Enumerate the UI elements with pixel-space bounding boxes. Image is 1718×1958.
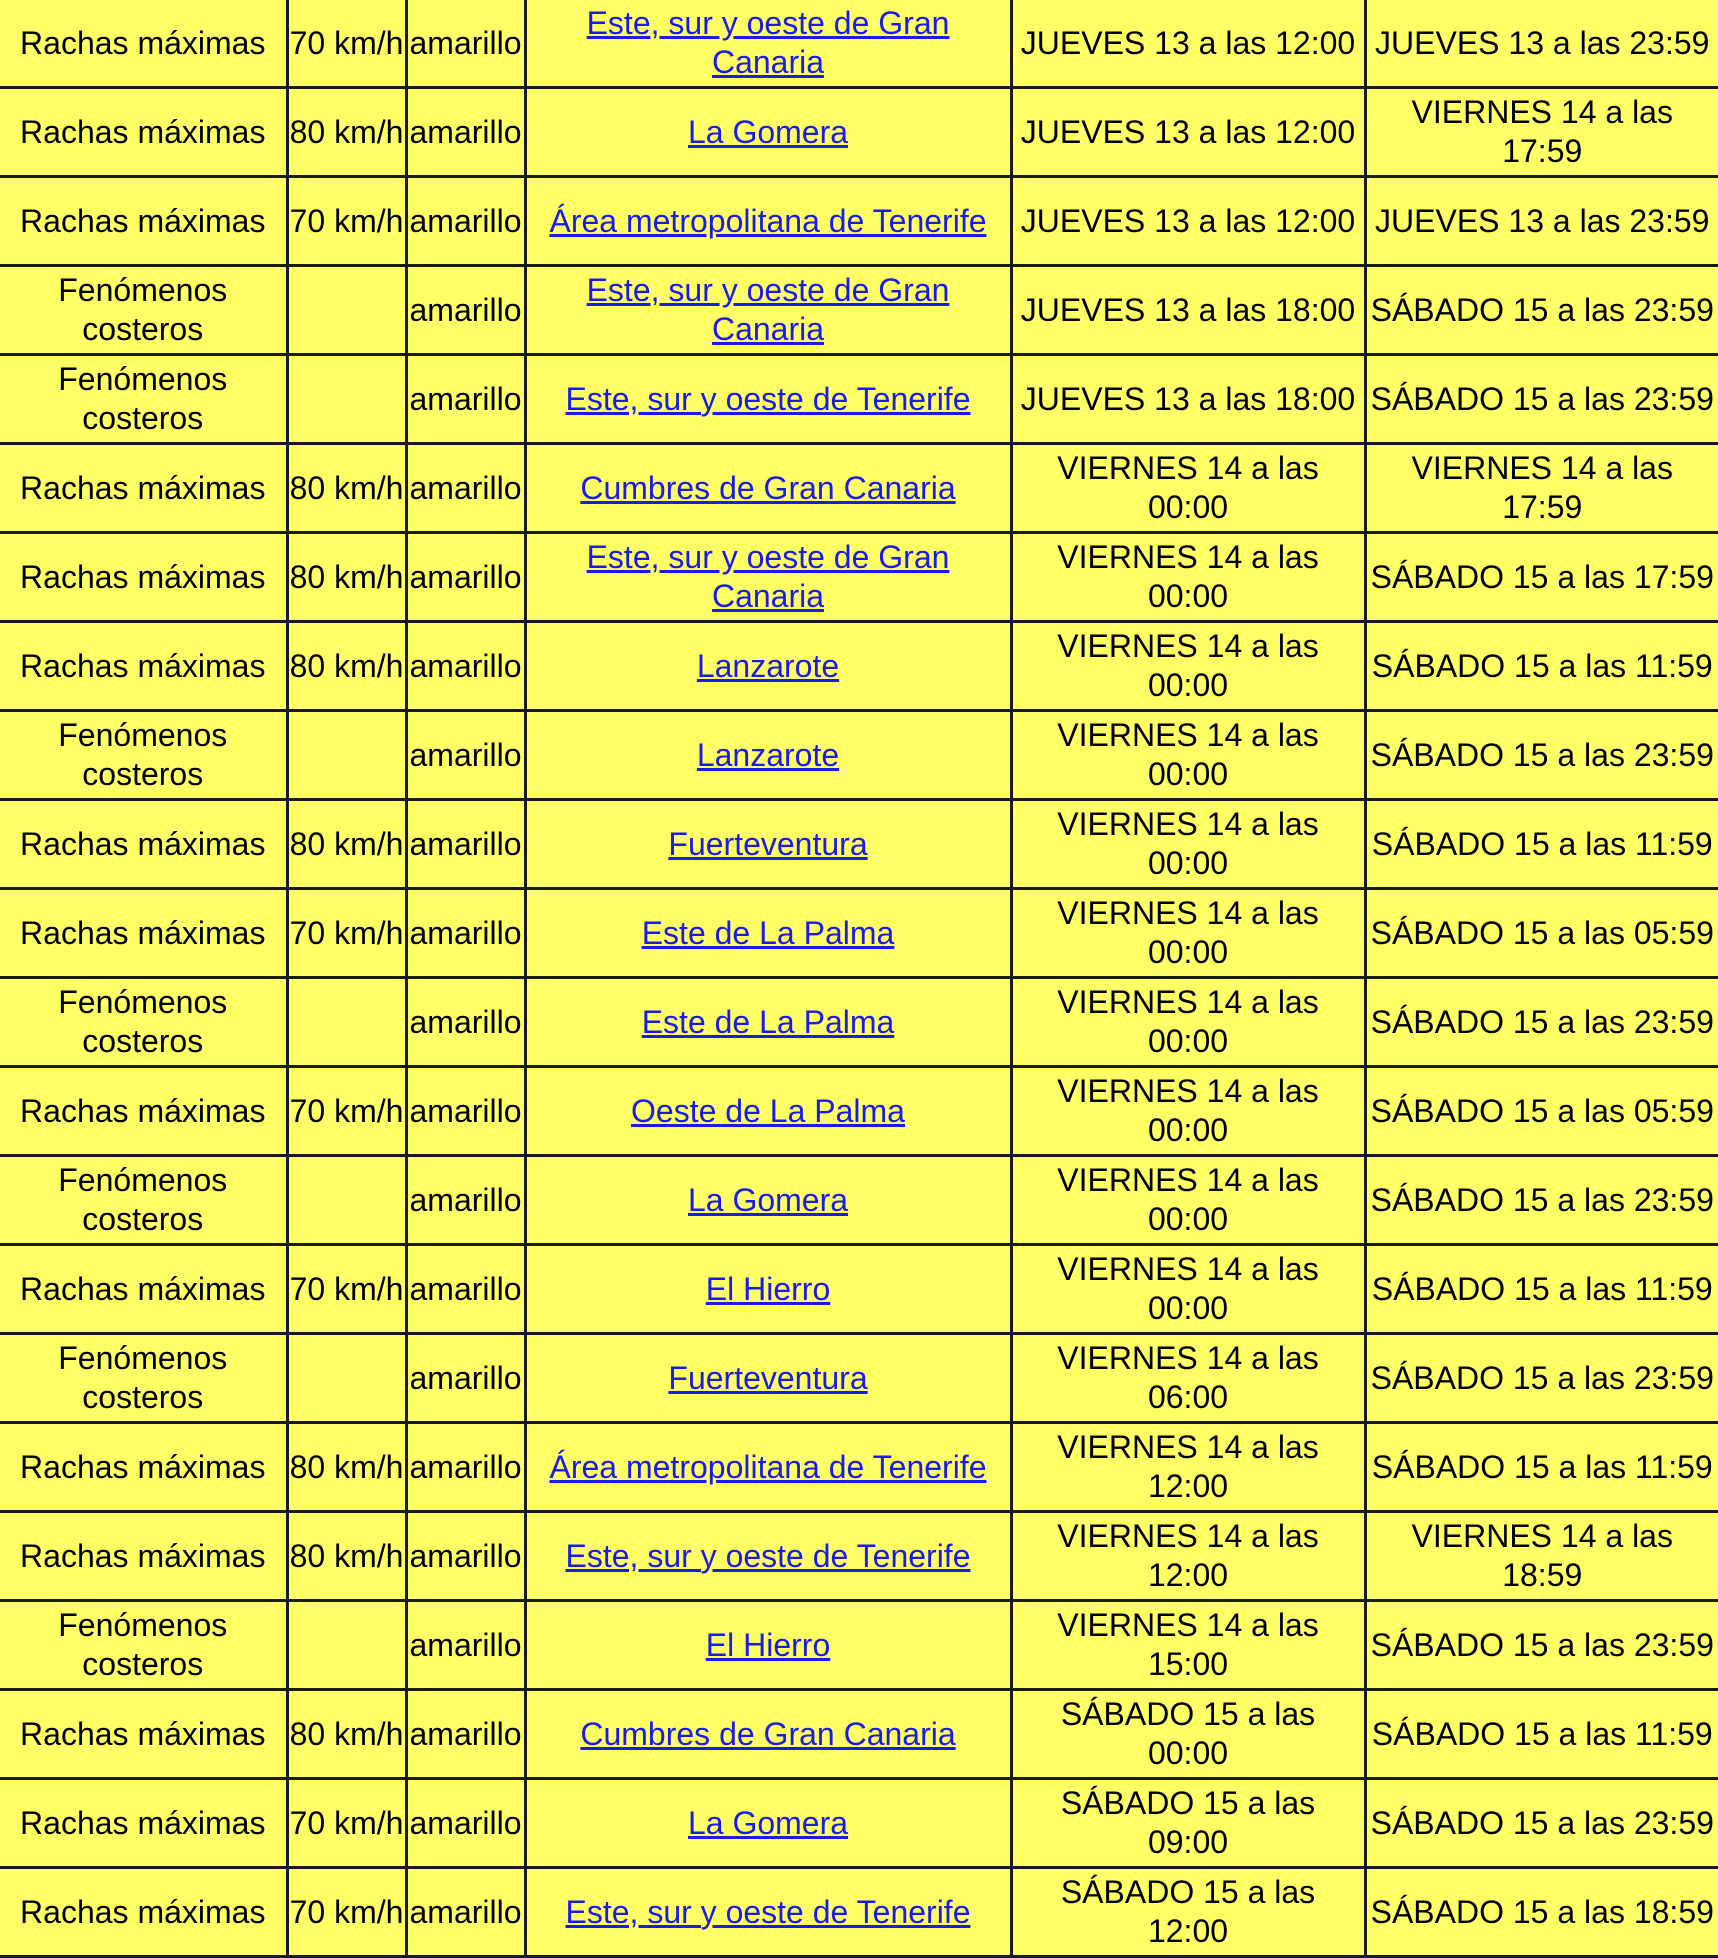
zone-cell [525, 1690, 1011, 1779]
phenomenon-cell: Rachas máximas [0, 1512, 287, 1601]
end-cell: VIERNES 14 a las 18:59 [1365, 1512, 1718, 1601]
value-cell: 80 km/h [287, 800, 406, 889]
end-cell: SÁBADO 15 a las 18:59 [1365, 1868, 1718, 1957]
value-cell [287, 711, 406, 800]
level-cell: amarillo [406, 1245, 525, 1334]
zone-link[interactable]: La Gomera [687, 1804, 849, 1841]
value-cell: 80 km/h [287, 444, 406, 533]
end-cell: SÁBADO 15 a las 23:59 [1365, 711, 1718, 800]
zone-link[interactable]: Lanzarote [696, 647, 840, 684]
value-cell [287, 1334, 406, 1423]
start-cell: VIERNES 14 a las 00:00 [1011, 800, 1365, 889]
value-cell [287, 266, 406, 355]
table-row [0, 1512, 1718, 1601]
zone-cell [525, 1512, 1011, 1601]
start-cell: VIERNES 14 a las 12:00 [1011, 1512, 1365, 1601]
value-cell: 80 km/h [287, 1512, 406, 1601]
zone-cell [525, 444, 1011, 533]
start-cell: VIERNES 14 a las 00:00 [1011, 444, 1365, 533]
zone-link[interactable]: Este de La Palma [641, 914, 895, 951]
zone-cell [525, 800, 1011, 889]
table-row [0, 355, 1718, 444]
zone-link[interactable]: La Gomera [687, 1181, 849, 1218]
end-cell: SÁBADO 15 a las 23:59 [1365, 1601, 1718, 1690]
start-cell: VIERNES 14 a las 00:00 [1011, 533, 1365, 622]
zone-link[interactable]: La Gomera [687, 113, 849, 150]
phenomenon-cell: Rachas máximas [0, 177, 287, 266]
end-cell: SÁBADO 15 a las 23:59 [1365, 266, 1718, 355]
start-cell: VIERNES 14 a las 12:00 [1011, 1423, 1365, 1512]
level-cell: amarillo [406, 1423, 525, 1512]
level-cell: amarillo [406, 1067, 525, 1156]
zone-link[interactable]: Este, sur y oeste de Gran Canaria [586, 539, 950, 614]
end-cell: SÁBADO 15 a las 11:59 [1365, 1423, 1718, 1512]
value-cell: 70 km/h [287, 1868, 406, 1957]
phenomenon-cell: Fenómenos costeros [0, 711, 287, 800]
table-row [0, 444, 1718, 533]
zone-cell [525, 622, 1011, 711]
level-cell: amarillo [406, 266, 525, 355]
start-cell: VIERNES 14 a las 00:00 [1011, 711, 1365, 800]
zone-cell [525, 711, 1011, 800]
end-cell: SÁBADO 15 a las 23:59 [1365, 1334, 1718, 1423]
value-cell [287, 1156, 406, 1245]
zone-link[interactable]: Cumbres de Gran Canaria [580, 1715, 956, 1752]
zone-cell [525, 889, 1011, 978]
phenomenon-cell: Fenómenos costeros [0, 978, 287, 1067]
table-row [0, 978, 1718, 1067]
zone-cell [525, 1423, 1011, 1512]
phenomenon-cell: Rachas máximas [0, 533, 287, 622]
level-cell: amarillo [406, 1868, 525, 1957]
table-row [0, 1334, 1718, 1423]
zone-link[interactable]: El Hierro [705, 1626, 831, 1663]
start-cell: JUEVES 13 a las 12:00 [1011, 177, 1365, 266]
zone-cell [525, 1601, 1011, 1690]
zone-link[interactable]: Área metropolitana de Tenerife [549, 1448, 987, 1485]
phenomenon-cell: Fenómenos costeros [0, 266, 287, 355]
end-cell: SÁBADO 15 a las 23:59 [1365, 1779, 1718, 1868]
start-cell: VIERNES 14 a las 00:00 [1011, 1156, 1365, 1245]
phenomenon-cell: Rachas máximas [0, 1690, 287, 1779]
level-cell: amarillo [406, 711, 525, 800]
start-cell: JUEVES 13 a las 12:00 [1011, 0, 1365, 88]
level-cell: amarillo [406, 177, 525, 266]
start-cell: VIERNES 14 a las 00:00 [1011, 978, 1365, 1067]
level-cell: amarillo [406, 889, 525, 978]
zone-link[interactable]: Este, sur y oeste de Tenerife [565, 1893, 971, 1930]
end-cell: JUEVES 13 a las 23:59 [1365, 177, 1718, 266]
level-cell: amarillo [406, 1334, 525, 1423]
end-cell: SÁBADO 15 a las 11:59 [1365, 1245, 1718, 1334]
zone-link[interactable]: Este, sur y oeste de Tenerife [565, 1537, 971, 1574]
level-cell: amarillo [406, 978, 525, 1067]
level-cell: amarillo [406, 1601, 525, 1690]
start-cell: VIERNES 14 a las 00:00 [1011, 1067, 1365, 1156]
level-cell: amarillo [406, 800, 525, 889]
zone-cell [525, 266, 1011, 355]
start-cell: VIERNES 14 a las 06:00 [1011, 1334, 1365, 1423]
phenomenon-cell: Rachas máximas [0, 800, 287, 889]
phenomenon-cell: Rachas máximas [0, 88, 287, 177]
value-cell: 70 km/h [287, 0, 406, 88]
table-row [0, 266, 1718, 355]
value-cell [287, 1601, 406, 1690]
phenomenon-cell: Rachas máximas [0, 889, 287, 978]
start-cell: SÁBADO 15 a las 09:00 [1011, 1779, 1365, 1868]
value-cell: 80 km/h [287, 622, 406, 711]
level-cell: amarillo [406, 0, 525, 88]
table-row [0, 1779, 1718, 1868]
level-cell: amarillo [406, 1779, 525, 1868]
table-row [0, 177, 1718, 266]
phenomenon-cell: Fenómenos costeros [0, 1156, 287, 1245]
zone-link[interactable]: Cumbres de Gran Canaria [580, 469, 956, 506]
phenomenon-cell: Fenómenos costeros [0, 355, 287, 444]
level-cell: amarillo [406, 533, 525, 622]
level-cell: amarillo [406, 88, 525, 177]
phenomenon-cell: Rachas máximas [0, 1067, 287, 1156]
end-cell: SÁBADO 15 a las 11:59 [1365, 1690, 1718, 1779]
zone-link[interactable]: Oeste de La Palma [631, 1092, 905, 1129]
table-row [0, 1156, 1718, 1245]
phenomenon-cell: Rachas máximas [0, 1423, 287, 1512]
end-cell: SÁBADO 15 a las 05:59 [1365, 889, 1718, 978]
phenomenon-cell: Rachas máximas [0, 0, 287, 88]
zone-cell [525, 1868, 1011, 1957]
zone-cell [525, 1779, 1011, 1868]
start-cell: JUEVES 13 a las 18:00 [1011, 266, 1365, 355]
zone-cell [525, 0, 1011, 88]
zone-cell [525, 355, 1011, 444]
value-cell: 70 km/h [287, 1067, 406, 1156]
table-row [0, 1067, 1718, 1156]
table-row [0, 711, 1718, 800]
value-cell [287, 978, 406, 1067]
end-cell: VIERNES 14 a las 17:59 [1365, 88, 1718, 177]
phenomenon-cell: Fenómenos costeros [0, 1601, 287, 1690]
table-row [0, 88, 1718, 177]
value-cell: 80 km/h [287, 1423, 406, 1512]
zone-link[interactable]: Este, sur y oeste de Gran Canaria [586, 5, 950, 80]
zone-link[interactable]: Lanzarote [696, 736, 840, 773]
level-cell: amarillo [406, 355, 525, 444]
start-cell: VIERNES 14 a las 00:00 [1011, 1245, 1365, 1334]
start-cell: VIERNES 14 a las 15:00 [1011, 1601, 1365, 1690]
zone-link[interactable]: Este, sur y oeste de Tenerife [565, 380, 971, 417]
value-cell: 70 km/h [287, 1245, 406, 1334]
end-cell: VIERNES 14 a las 17:59 [1365, 444, 1718, 533]
end-cell: SÁBADO 15 a las 23:59 [1365, 1156, 1718, 1245]
zone-link[interactable]: Este de La Palma [641, 1003, 895, 1040]
zone-cell [525, 1334, 1011, 1423]
zone-cell [525, 1067, 1011, 1156]
level-cell: amarillo [406, 1512, 525, 1601]
value-cell: 70 km/h [287, 889, 406, 978]
zone-link[interactable]: Fuerteventura [668, 825, 868, 862]
level-cell: amarillo [406, 1156, 525, 1245]
value-cell [287, 355, 406, 444]
table-row [0, 1868, 1718, 1957]
table-row [0, 1601, 1718, 1690]
zone-cell [525, 177, 1011, 266]
table-row [0, 533, 1718, 622]
end-cell: SÁBADO 15 a las 11:59 [1365, 800, 1718, 889]
value-cell: 70 km/h [287, 177, 406, 266]
phenomenon-cell: Rachas máximas [0, 444, 287, 533]
table-row [0, 0, 1718, 88]
value-cell: 80 km/h [287, 1690, 406, 1779]
start-cell: VIERNES 14 a las 00:00 [1011, 622, 1365, 711]
table-row [0, 889, 1718, 978]
end-cell: JUEVES 13 a las 23:59 [1365, 0, 1718, 88]
value-cell: 70 km/h [287, 1779, 406, 1868]
phenomenon-cell: Rachas máximas [0, 622, 287, 711]
table-row [0, 1245, 1718, 1334]
phenomenon-cell: Fenómenos costeros [0, 1334, 287, 1423]
value-cell: 80 km/h [287, 88, 406, 177]
zone-cell [525, 1156, 1011, 1245]
level-cell: amarillo [406, 444, 525, 533]
table-row [0, 1690, 1718, 1779]
table-row [0, 622, 1718, 711]
end-cell: SÁBADO 15 a las 17:59 [1365, 533, 1718, 622]
phenomenon-cell: Rachas máximas [0, 1779, 287, 1868]
zone-cell [525, 1245, 1011, 1334]
end-cell: SÁBADO 15 a las 23:59 [1365, 978, 1718, 1067]
level-cell: amarillo [406, 622, 525, 711]
table-row [0, 1423, 1718, 1512]
table-row [0, 800, 1718, 889]
zone-link[interactable]: El Hierro [705, 1270, 831, 1307]
end-cell: SÁBADO 15 a las 23:59 [1365, 355, 1718, 444]
start-cell: VIERNES 14 a las 00:00 [1011, 889, 1365, 978]
start-cell: SÁBADO 15 a las 00:00 [1011, 1690, 1365, 1779]
zone-cell [525, 533, 1011, 622]
start-cell: SÁBADO 15 a las 12:00 [1011, 1868, 1365, 1957]
zone-link[interactable]: Fuerteventura [668, 1359, 868, 1396]
start-cell: JUEVES 13 a las 18:00 [1011, 355, 1365, 444]
phenomenon-cell: Rachas máximas [0, 1245, 287, 1334]
end-cell: SÁBADO 15 a las 05:59 [1365, 1067, 1718, 1156]
level-cell: amarillo [406, 1690, 525, 1779]
value-cell: 80 km/h [287, 533, 406, 622]
zone-link[interactable]: Área metropolitana de Tenerife [549, 202, 987, 239]
zone-link[interactable]: Este, sur y oeste de Gran Canaria [586, 272, 950, 347]
zone-cell [525, 88, 1011, 177]
phenomenon-cell: Rachas máximas [0, 1868, 287, 1957]
start-cell: JUEVES 13 a las 12:00 [1011, 88, 1365, 177]
end-cell: SÁBADO 15 a las 11:59 [1365, 622, 1718, 711]
zone-cell [525, 978, 1011, 1067]
